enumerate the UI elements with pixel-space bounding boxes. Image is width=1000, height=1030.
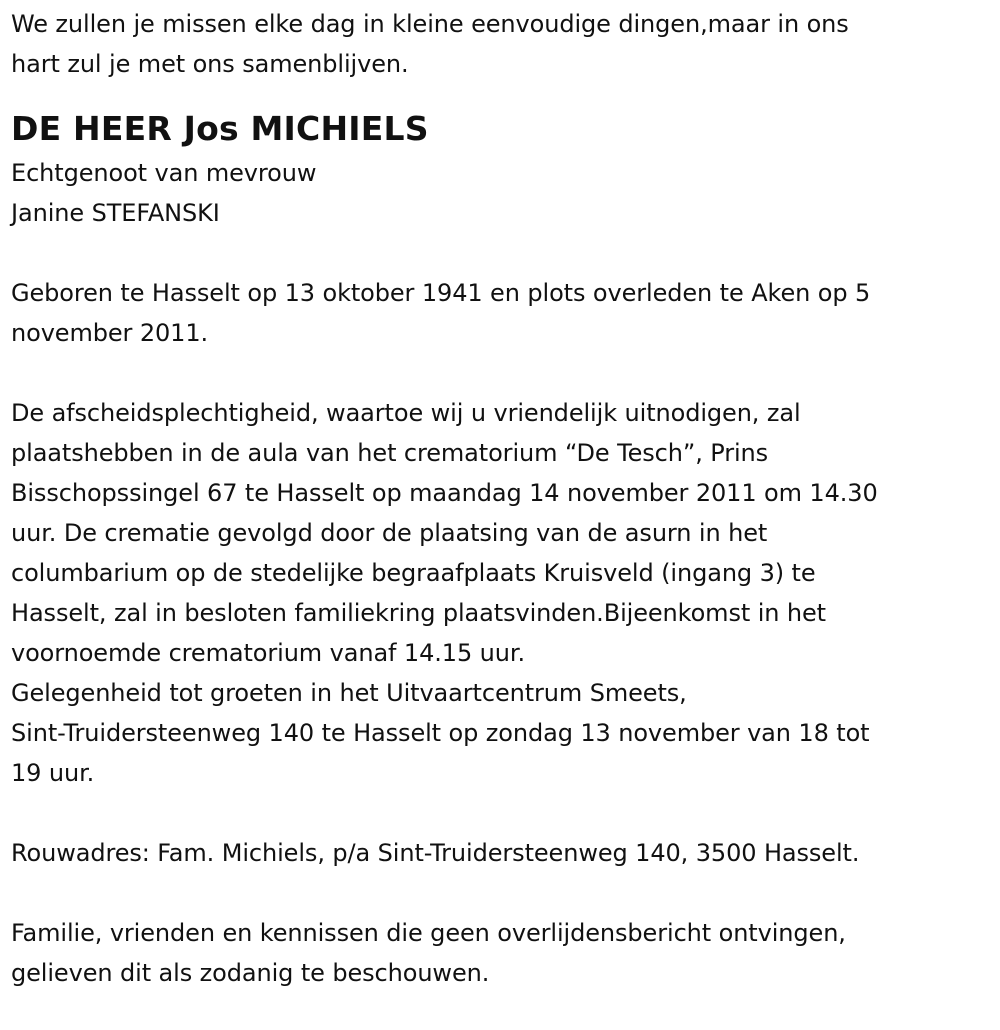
- memorial-quote: [11, 4, 986, 84]
- closing-paragraph: [11, 913, 986, 993]
- ceremony-line: plaatshebben in de aula van het crematorium “De Tesch”, Prins: [11, 439, 769, 467]
- closing-line: gelieven dit als zodanig te beschouwen.: [11, 959, 490, 987]
- birth-death-line: november 2011.: [11, 319, 209, 347]
- ceremony-line: 19 uur.: [11, 759, 95, 787]
- paragraph-spacer: [11, 233, 986, 273]
- paragraph-spacer: [11, 793, 986, 833]
- closing-line: Familie, vrienden en kennissen die geen overlijdensbericht ontvingen,: [11, 919, 846, 947]
- ceremony-line: De afscheidsplechtigheid, waartoe wij u vriendelijk uitnodigen, zal: [11, 399, 801, 427]
- ceremony-line: Hasselt, zal in besloten familiekring plaatsvinden.Bijeenkomst in het: [11, 599, 826, 627]
- ceremony-line: Gelegenheid tot groeten in het Uitvaartcentrum Smeets,: [11, 679, 687, 707]
- ceremony-line: Sint-Truidersteenweg 140 te Hasselt op zondag 13 november van 18 tot: [11, 719, 870, 747]
- paragraph-spacer: [11, 353, 986, 393]
- obituary-notice: [11, 4, 986, 993]
- spouse-info: [11, 153, 986, 233]
- spouse-line: Janine STEFANSKI: [11, 199, 220, 227]
- birth-death-paragraph: [11, 273, 986, 353]
- quote-line: hart zul je met ons samenblijven.: [11, 50, 409, 78]
- ceremony-line: columbarium op de stedelijke begraafplaats Kruisveld (ingang 3) te: [11, 559, 816, 587]
- ceremony-line: Bisschopssingel 67 te Hasselt op maandag 14 november 2011 om 14.30: [11, 479, 878, 507]
- ceremony-line: voornoemde crematorium vanaf 14.15 uur.: [11, 639, 525, 667]
- mourning-address: Rouwadres: Fam. Michiels, p/a Sint-Truidersteenweg 140, 3500 Hasselt.: [11, 839, 860, 867]
- birth-death-line: Geboren te Hasselt op 13 oktober 1941 en plots overleden te Aken op 5: [11, 279, 871, 307]
- deceased-name-title: DE HEER Jos MICHIELS: [11, 109, 429, 148]
- ceremony-paragraph: [11, 393, 986, 793]
- ceremony-line: uur. De crematie gevolgd door de plaatsing van de asurn in het: [11, 519, 768, 547]
- quote-line: We zullen je missen elke dag in kleine eenvoudige dingen,maar in ons: [11, 10, 849, 38]
- spouse-line: Echtgenoot van mevrouw: [11, 159, 317, 187]
- paragraph-spacer: [11, 873, 986, 913]
